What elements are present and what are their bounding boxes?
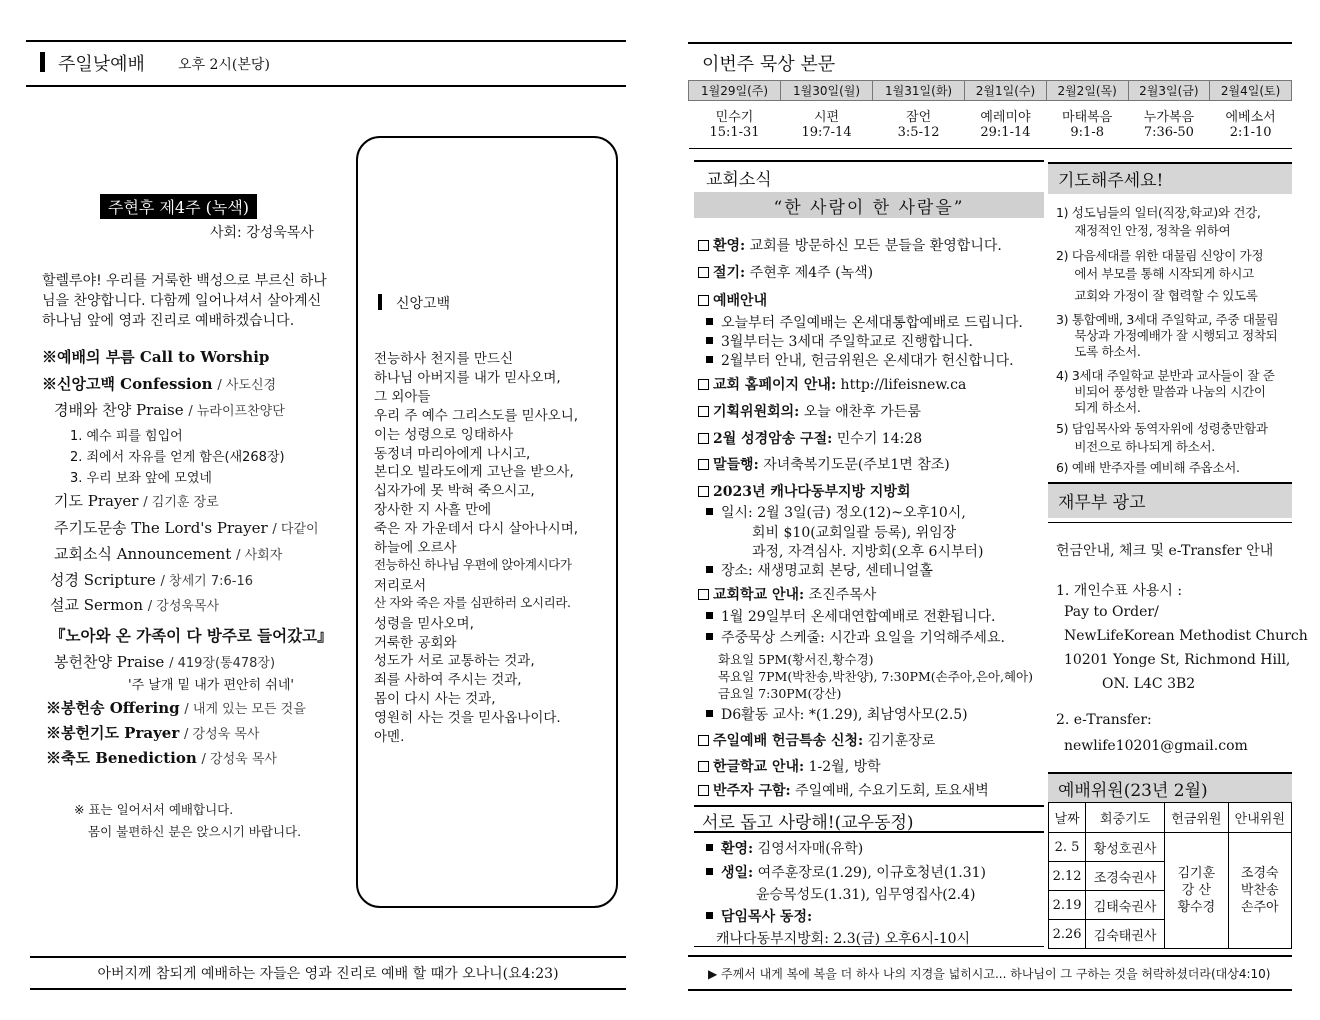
checkbox-icon: [698, 240, 709, 251]
news-head: 교회학교 안내:: [713, 587, 805, 603]
help-head: 생일:: [721, 865, 754, 881]
news-head: 주일예배 헌금특송 신청:: [713, 733, 864, 749]
intro-line: 하나님 앞에 영과 진리로 예배하겠습니다.: [42, 313, 295, 329]
help-text: 여주훈장로(1.29), 이규호청년(1.31): [753, 865, 987, 881]
bullet-icon: [706, 633, 713, 640]
left-top-rule: [26, 40, 626, 42]
creed-line: 거룩한 공회와: [374, 634, 457, 651]
hymn-line: 1. 예수 피를 힘입어: [70, 429, 183, 444]
checkbox-icon: [698, 735, 709, 746]
news-head: 기획위원회의:: [713, 404, 800, 420]
order-item: ※신앙고백 Confession / 사도신경: [42, 375, 277, 393]
creed-line: 하늘에 오르사: [374, 540, 457, 556]
help-item: [756, 884, 975, 904]
reading-cell: [965, 101, 1047, 149]
page-title: 주일낮예배: [58, 54, 145, 75]
help-bottom-rule: [694, 946, 1044, 947]
news-text: 장소: 새생명교회 본당, 센테니얼홀: [721, 563, 933, 579]
news-head: 예배안내: [713, 293, 768, 309]
creed-line: 죄를 사하여 주시는 것과,: [374, 672, 522, 689]
note-line: 몸이 불편하신 분은 앉으시기 바랍니다.: [88, 824, 302, 839]
order-item: ※축도 Benediction / 강성욱 목사: [46, 749, 277, 767]
creed-line: 영원히 사는 것을 믿사옵나이다.: [374, 710, 561, 727]
creed-line: 아멘.: [374, 729, 405, 745]
reading-date: 2월3일(금): [1128, 81, 1210, 101]
news-head: 2월 성경암송 구절:: [713, 431, 833, 447]
pray-line: 묵상과 가정예배가 잘 시행되고 정착되: [1056, 328, 1278, 343]
duty-date: 2. 5: [1049, 833, 1086, 862]
reading-cell: [1046, 101, 1128, 149]
pray-line: 6) 예배 반주자를 예비해 주옵소서.: [1056, 460, 1240, 475]
duty-title: 예배위원(23년 2월): [1058, 781, 1208, 801]
reading-book: 에베소서: [1225, 109, 1276, 125]
news-text: 일시: 2월 3일(금) 정오(12)~오후10시,: [721, 505, 966, 521]
news-text: 금요일 7:30PM(강산): [718, 686, 842, 701]
reading-date: 2월1일(수): [965, 81, 1047, 101]
checkbox-icon: [698, 406, 709, 417]
creed-line: 성령을 믿사오며,: [374, 615, 474, 632]
duty-date: 2.26: [1049, 920, 1086, 949]
ad-line: 1. 개인수표 사용시 :: [1056, 583, 1183, 599]
bullet-icon: [706, 868, 713, 875]
duty-header: 안내위원: [1228, 803, 1291, 833]
duty-date: 2.12: [1049, 862, 1086, 891]
reading-date: 1월30일(월): [781, 81, 873, 101]
order-item: 성경 Scripture / 창세기 7:6-16: [50, 571, 253, 589]
creed-line: 장사한 지 사흘 만에: [374, 502, 492, 519]
checkbox-icon: [698, 785, 709, 796]
creed-line: 십자가에 못 박혀 죽으시고,: [374, 483, 535, 500]
pray-line: 3) 통합예배, 3세대 주일학교, 주중 대물림: [1056, 312, 1279, 327]
news-text: http://lifeisnew.ca: [836, 377, 967, 393]
news-item: [698, 331, 973, 351]
news-head: 절기:: [713, 265, 746, 281]
news-text: 1-2월, 방학: [804, 759, 881, 775]
usher-name: 손주아: [1240, 900, 1279, 915]
creed-line: 동정녀 마리아에게 나시고,: [374, 445, 531, 462]
duty-prayer: 조경숙권사: [1086, 862, 1165, 891]
order-item: 경배와 찬양 Praise / 뉴라이프찬양단: [54, 401, 285, 419]
pray-line: 1) 성도님들의 일터(직장,학교)와 건강,: [1056, 205, 1261, 220]
offering-name: 강 산: [1181, 883, 1211, 898]
news-text: 회비 $10(교회일괄 등록), 위임장: [752, 525, 957, 541]
order-item: 주기도문송 The Lord's Prayer / 다같이: [54, 519, 319, 537]
news-item: [752, 541, 983, 561]
creed-line: 전능하사 천지를 만드신: [374, 351, 513, 367]
duty-header: 날짜: [1049, 803, 1086, 833]
season-label: 주현후 제4주 (녹색): [100, 194, 257, 219]
news-head: 환영:: [713, 238, 746, 254]
help-head: 담임목사 동정:: [721, 909, 813, 925]
checkbox-icon: [698, 761, 709, 772]
help-item: [698, 862, 986, 882]
checkbox-icon: [698, 433, 709, 444]
news-text: 오늘부터 주일예배는 온세대통합예배로 드립니다.: [721, 315, 1023, 331]
duty-prayer: 김태숙권사: [1086, 891, 1165, 920]
bullet-icon: [706, 337, 713, 344]
ad-rule: [1048, 522, 1292, 523]
news-text: 화요일 5PM(황서진,황수경): [718, 652, 874, 667]
left-header-rule: [26, 85, 626, 87]
news-text: 민수기 14:28: [832, 431, 923, 447]
reading-book: 누가복음: [1143, 109, 1194, 125]
news-head: 반주자 구함:: [713, 783, 791, 799]
service-leader: 사회: 강성욱목사: [210, 225, 314, 241]
pray-title: 기도해주세요!: [1058, 171, 1164, 191]
reading-ref: 29:1-14: [980, 124, 1031, 140]
news-item: [698, 481, 910, 501]
creed-line: 이는 성령으로 잉태하사: [374, 426, 513, 443]
creed-line: 몸이 다시 사는 것과,: [374, 691, 496, 708]
reading-ref: 9:1-8: [1070, 124, 1104, 140]
intro-line: 할렐루야! 우리를 거룩한 백성으로 부르신 하나: [42, 273, 327, 289]
reading-ref: 3:5-12: [897, 124, 940, 140]
creed-line: 본디오 빌라도에게 고난을 받으사,: [374, 464, 574, 481]
help-title: 서로 돕고 사랑해!(교우동정): [702, 813, 914, 833]
help-text: 윤승목성도(1.31), 임무영집사(2.4): [756, 887, 976, 903]
news-item: [718, 667, 1033, 685]
news-text: 2월부터 안내, 헌금위원은 온세대가 헌신합니다.: [721, 353, 1014, 369]
creed-line: 죽은 자 가운데서 다시 살아나시며,: [374, 521, 579, 538]
checkbox-icon: [698, 459, 709, 470]
ad-line: NewLifeKorean Methodist Church: [1064, 628, 1308, 644]
news-text: 주일예배, 수요기도회, 토요새벽: [790, 783, 989, 799]
pray-line: 되게 하소서.: [1056, 400, 1141, 415]
reading-cell: [1210, 101, 1292, 149]
reading-title: 이번주 묵상 본문: [702, 54, 836, 75]
duty-header: 회중기도: [1086, 803, 1165, 833]
news-item: [698, 428, 922, 448]
bullet-icon: [706, 710, 713, 717]
pray-line: 비전으로 하나되게 하소서.: [1056, 439, 1215, 454]
news-slogan: “한 사람이 한 사람을”: [694, 192, 1044, 218]
reading-cell: [1128, 101, 1210, 149]
news-item: [698, 262, 873, 282]
news-item: [698, 584, 876, 604]
service-time: 오후 2시(본당): [178, 57, 270, 73]
bullet-icon: [706, 912, 713, 919]
creed-line: 하나님 아버지를 내가 믿사오며,: [374, 369, 561, 386]
bullet-icon: [706, 356, 713, 363]
order-item: 교회소식 Announcement / 사회자: [54, 545, 283, 563]
reading-cell: [689, 101, 781, 149]
intro-line: 님을 찬양합니다. 다함께 일어나셔서 살아계신: [42, 293, 322, 309]
news-item: [698, 454, 950, 474]
order-item: ※봉헌기도 Prayer / 강성욱 목사: [46, 724, 260, 742]
creed-line: 우리 주 예수 그리스도를 믿사오니,: [374, 407, 579, 424]
reading-cell: [873, 101, 965, 149]
reading-book: 시편: [813, 109, 840, 125]
help-text: 캐나다동부지방회: 2.3(금) 오후6시-10시: [716, 931, 971, 947]
hymn-line: '주 날개 밑 내가 편안히 쉬네': [128, 678, 294, 693]
news-item: [698, 312, 1023, 332]
reading-book: 마태복음: [1062, 109, 1113, 125]
duty-offering: [1165, 833, 1228, 949]
news-text: 김기훈장로: [863, 733, 936, 749]
creed-line: 전능하신 하나님 우편에 앉아계시다가: [374, 556, 572, 572]
duty-prayer: 김숙태권사: [1086, 920, 1165, 949]
bullet-icon: [706, 566, 713, 573]
bullet-icon: [706, 612, 713, 619]
pray-line: 도록 하소서.: [1056, 344, 1141, 359]
news-text: 1월 29일부터 온세대연합예배로 전환됩니다.: [721, 609, 996, 625]
duty-usher: [1228, 833, 1291, 949]
news-text: 오늘 애찬후 가든룸: [799, 404, 921, 420]
order-item: 설교 Sermon / 강성욱목사: [50, 596, 220, 614]
news-text: 목요일 7PM(박찬송,박찬양), 7:30PM(손주아,은아,혜아): [718, 669, 1033, 684]
pray-line: 5) 담임목사와 동역자위에 성령충만함과: [1056, 421, 1268, 436]
news-item: [698, 560, 933, 580]
news-item: [698, 704, 968, 724]
news-text: 3월부터는 3세대 주일학교로 진행합니다.: [721, 334, 973, 350]
news-item: [698, 756, 881, 776]
pray-line: 에서 부모를 통해 시작되게 하시고: [1056, 266, 1254, 281]
checkbox-icon: [698, 379, 709, 390]
news-text: 주중묵상 스케줄: 시간과 요일을 기억해주세요.: [721, 630, 1005, 646]
order-item: ※예배의 부름 Call to Worship: [42, 348, 270, 366]
news-item: [752, 522, 956, 542]
pray-line: 2) 다음세대를 위한 대물림 신앙이 가정: [1056, 248, 1264, 263]
section-marker: [40, 52, 45, 72]
reading-date: 2월2일(목): [1046, 81, 1128, 101]
section-marker: [378, 294, 382, 310]
creed-line: 성도가 서로 교통하는 것과,: [374, 653, 535, 670]
order-item: ※봉헌송 Offering / 내게 있는 모든 것을: [46, 699, 306, 717]
ad-title: 재무부 광고: [1058, 493, 1146, 513]
duty-prayer: 황성호권사: [1086, 833, 1165, 862]
reading-date: 1월31일(화): [873, 81, 965, 101]
news-item: [698, 502, 966, 522]
help-item: [698, 906, 812, 926]
help-text: 김영서자매(유학): [753, 841, 864, 857]
reading-book: 잠언: [906, 109, 932, 125]
help-item: [716, 928, 970, 948]
news-item: [698, 401, 921, 421]
checkbox-icon: [698, 295, 709, 306]
help-head: 환영:: [721, 841, 754, 857]
news-item: [698, 290, 767, 310]
usher-name: 조경숙: [1240, 866, 1279, 881]
news-text: 자녀축복기도문(주보1면 참조): [758, 457, 950, 473]
usher-name: 박찬송: [1240, 883, 1279, 898]
footer-verse: ▶ 주께서 내게 복에 복을 더 하사 나의 지경을 넓히시고... 하나님이 그 구하는 것을 허락하셨더라(대상4:10): [688, 955, 1292, 991]
news-text: 조진주목사: [804, 587, 877, 603]
reading-date: 2월4일(토): [1210, 81, 1292, 101]
news-item: [718, 650, 874, 668]
reading-ref: 15:1-31: [709, 124, 760, 140]
order-item: 봉헌찬양 Praise / 419장(통478장): [54, 653, 276, 671]
order-item: 기도 Prayer / 김기훈 장로: [54, 492, 219, 510]
hymn-line: 2. 죄에서 자유를 얻게 함은(새268장): [70, 450, 285, 465]
news-head: 2023년 캐나다동부지방 지방회: [713, 484, 911, 500]
pray-line: 4) 3세대 주일학교 분반과 교사들이 잘 준: [1056, 368, 1275, 383]
news-text: 주현후 제4주 (녹색): [745, 265, 874, 281]
reading-book: 예레미야: [980, 109, 1031, 125]
bullet-icon: [706, 318, 713, 325]
creed-line: 그 외아들: [374, 388, 431, 405]
right-top-rule: [688, 42, 1292, 44]
hymn-line: 3. 우리 보좌 앞에 모였네: [70, 471, 212, 486]
news-head: 교회 홈페이지 안내:: [713, 377, 837, 393]
reading-book: 민수기: [715, 109, 754, 125]
ad-line: ON. L4C 3B2: [1102, 676, 1196, 692]
pray-line: 비되어 풍성한 말씀과 나눔의 시간이: [1056, 384, 1266, 399]
reading-cell: [781, 101, 873, 149]
news-item: [698, 780, 989, 800]
ad-line: Pay to Order/: [1064, 604, 1159, 620]
news-title: 교회소식: [706, 170, 772, 190]
news-head: 말들행:: [713, 457, 759, 473]
news-item: [698, 235, 1002, 255]
news-item: [698, 730, 935, 750]
news-text: 과정, 자격심사. 지방회(오후 6시부터): [752, 544, 984, 560]
footer-verse: 아버지께 참되게 예배하는 자들은 영과 진리로 예배 할 때가 오나니(요4:23): [30, 956, 626, 990]
news-item: [698, 374, 966, 394]
reading-date: 1월29일(주): [689, 81, 781, 101]
reading-table: [688, 80, 1292, 149]
news-text: D6활동 교사: *(1.29), 최남영사모(2.5): [721, 707, 968, 723]
news-item: [698, 606, 995, 626]
news-head: 한글학교 안내:: [713, 759, 805, 775]
checkbox-icon: [698, 267, 709, 278]
creed-line: 저리로서: [374, 577, 427, 594]
ad-line: 10201 Yonge St, Richmond Hill,: [1064, 652, 1291, 668]
pray-line: 교회와 가정이 잘 협력할 수 있도록: [1056, 288, 1258, 303]
news-text: 교회를 방문하신 모든 분들을 환영합니다.: [745, 238, 1002, 254]
duty-table: [1048, 802, 1292, 949]
offering-name: 황수경: [1177, 900, 1216, 915]
sermon-title: 『노아와 온 가족이 다 방주로 들어갔고』: [50, 626, 333, 645]
creed-title: 신앙고백: [396, 296, 451, 312]
news-item: [718, 684, 841, 702]
checkbox-icon: [698, 486, 709, 497]
reading-ref: 19:7-14: [801, 124, 852, 140]
note-line: ※ 표는 일어서서 예배합니다.: [74, 802, 234, 817]
news-top-rule: [694, 160, 1044, 162]
ad-line: 헌금안내, 체크 및 e-Transfer 안내: [1056, 543, 1274, 559]
ad-email: newlife10201@gmail.com: [1064, 738, 1248, 754]
duty-header: 헌금위원: [1165, 803, 1228, 833]
bullet-icon: [706, 508, 713, 515]
offering-name: 김기훈: [1177, 866, 1216, 881]
news-item: [698, 350, 1014, 370]
news-item: [698, 627, 1005, 647]
reading-ref: 7:36-50: [1143, 124, 1194, 140]
reading-ref: 2:1-10: [1229, 124, 1272, 140]
creed-line: 산 자와 죽은 자를 심판하러 오시리라.: [374, 594, 571, 610]
duty-date: 2.19: [1049, 891, 1086, 920]
pray-line: 재정적인 안정, 정착을 위하여: [1056, 223, 1231, 238]
bullet-icon: [706, 844, 713, 851]
checkbox-icon: [698, 589, 709, 600]
help-item: [698, 838, 863, 858]
ad-line: 2. e-Transfer:: [1056, 712, 1152, 728]
